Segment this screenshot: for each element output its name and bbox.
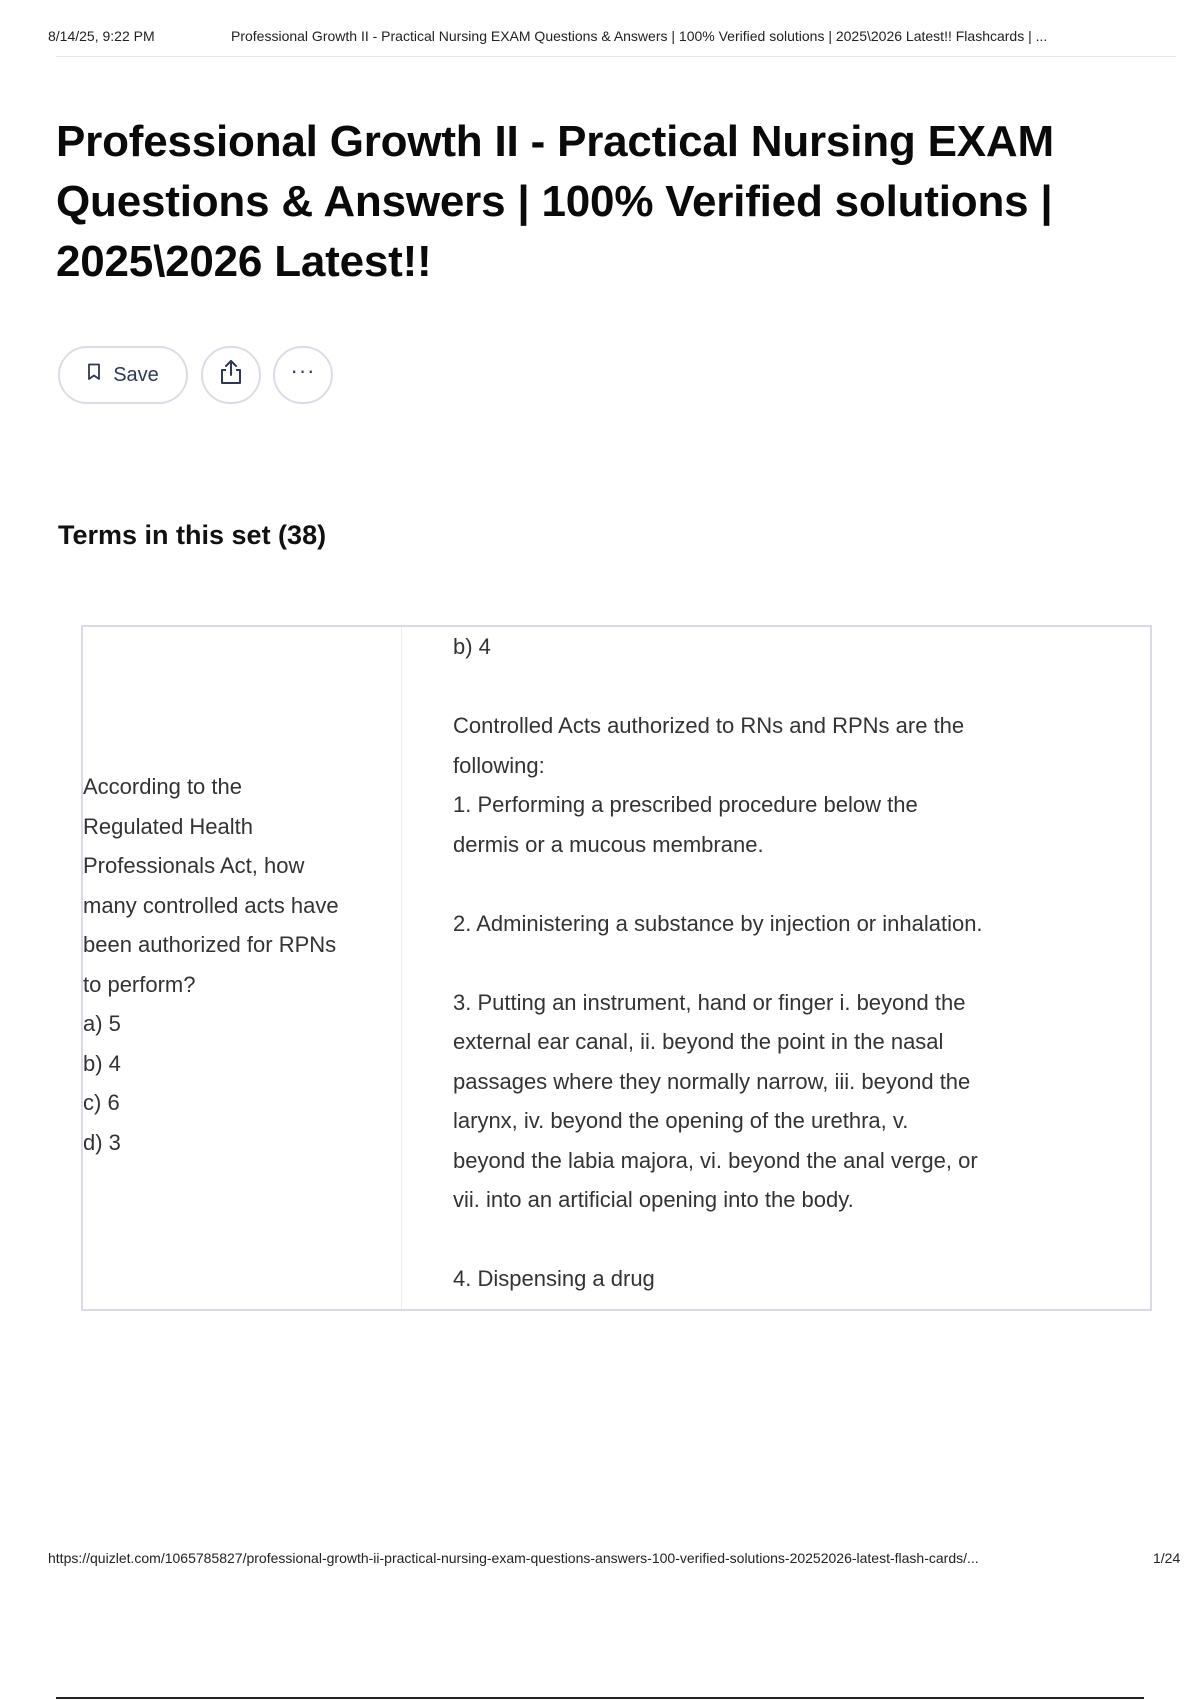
header-divider (56, 56, 1176, 57)
card-definition: b) 4 Controlled Acts authorized to RNs and RPNs are the following: 1. Performing a prescribed procedure below the dermis or a mucous membrane. 2. Administering a substance by injection or inhalation. 3. Putting an instrument, hand or finger i. beyond the external ear canal, ii. beyond the point in the nasal passages where they normally narrow, iii. beyond the larynx, iv. beyond the opening of the urethra, v. beyond the labia majora, vi. beyond the anal verge, or vii. into an artificial opening into the body. 4. Dispensing a drug (453, 634, 983, 1291)
flashcard (81, 625, 1152, 1311)
page-title: Professional Growth II - Practical Nursing EXAM Questions & Answers | 100% Verified solutions | 2025\2026 Latest!! (56, 117, 1054, 286)
save-button-label: Save (113, 363, 159, 386)
bottom-divider (56, 1697, 1144, 1699)
save-button[interactable] (58, 346, 188, 404)
print-doc-title: Professional Growth II - Practical Nursing EXAM Questions & Answers | 100% Verified solutions | 2025\2026 Latest!! Flashcards | ... (231, 28, 1048, 44)
share-button[interactable] (201, 346, 261, 404)
card-divider (401, 627, 402, 1309)
card-term: According to the Regulated Health Professionals Act, how many controlled acts have been authorized for RPNs to perform? a) 5 b) 4 c) 6 d) 3 (83, 774, 339, 1155)
page-number: 1/24 (1153, 1550, 1181, 1566)
terms-heading: Terms in this set (38) (58, 520, 327, 550)
share-icon (218, 358, 244, 392)
print-footer (48, 1550, 1192, 1572)
print-datetime: 8/14/25, 9:22 PM (48, 28, 155, 44)
more-icon: ··· (290, 358, 316, 383)
more-options-button[interactable] (273, 346, 333, 404)
print-url: https://quizlet.com/1065785827/professional-growth-ii-practical-nursing-exam-questions-answers-100-verified-solutions-20252026-latest-flash-cards/... (48, 1550, 979, 1566)
bookmark-icon (87, 363, 101, 387)
print-header (48, 28, 1152, 52)
